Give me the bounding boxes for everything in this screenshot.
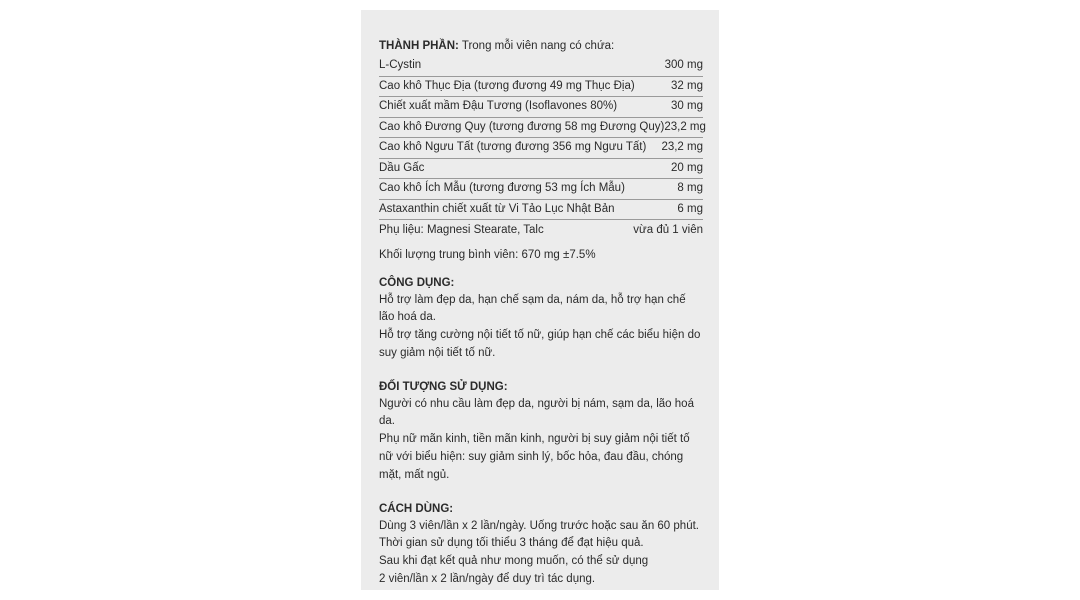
uses-line: Hỗ trợ làm đẹp da, hạn chế sạm da, nám da, hỗ trợ hạn chế lão hoá da. (379, 293, 686, 324)
spacer (379, 363, 703, 379)
product-label (361, 10, 719, 590)
composition-heading (379, 38, 703, 54)
uses-line: Hỗ trợ tăng cường nội tiết tố nữ, giúp hạn chế các biểu hiện do suy giảm nội tiết tố nữ. (379, 329, 701, 359)
ingredient-amount: 20 mg (671, 161, 703, 174)
target-users-line: Người có nhu cầu làm đẹp da, người bị nám, sạm da, lão hoá da. (379, 397, 694, 428)
target-users-line: Phụ nữ mãn kinh, tiền mãn kinh, người bị suy giảm nội tiết tố nữ với biểu hiện: suy giảm sinh lý, bốc hỏa, đau đầu, chóng mặt, mất ngủ. (379, 433, 690, 481)
directions-line: Sau khi đạt kết quả như mong muốn, có thể sử dụng (379, 555, 649, 568)
ingredient-amount: vừa đủ 1 viên (633, 224, 703, 236)
directions-line: Thời gian sử dụng tối thiểu 3 tháng để đạt hiệu quả. (379, 537, 644, 550)
ingredients-table (379, 56, 706, 241)
directions-section (379, 501, 703, 589)
ingredient-name: Cao khô Ích Mẫu (tương đương 53 mg Ích Mẫu) (379, 182, 625, 194)
ingredient-name: Chiết xuất mầm Đậu Tương (Isoflavones 80%) (379, 100, 618, 112)
ingredient-name: Phụ liệu: Magnesi Stearate, Talc (379, 224, 544, 236)
ingredient-amount: 23,2 mg (664, 120, 706, 133)
ingredient-row (379, 56, 703, 77)
excipient-row (379, 220, 703, 241)
directions-line: 2 viên/lần x 2 lần/ngày để duy trì tác dụng. (379, 573, 596, 586)
directions-line: Dùng 3 viên/lần x 2 lần/ngày. Uống trước hoặc sau ăn 60 phút. (379, 519, 699, 532)
ingredient-row (379, 97, 703, 118)
composition-title: THÀNH PHẦN: (379, 40, 459, 52)
ingredient-row (379, 138, 703, 159)
ingredient-name: Cao khô Ngưu Tất (tương đương 356 mg Ngưu Tất) (379, 141, 647, 153)
average-weight: Khối lượng trung bình viên: 670 mg ±7.5% (379, 248, 596, 261)
ingredient-name: L-Cystin (379, 59, 422, 71)
ingredient-amount: 32 mg (671, 79, 703, 92)
ingredient-amount: 300 mg (664, 59, 703, 71)
composition-intro: Trong mỗi viên nang có chứa: (461, 40, 615, 52)
target-users-section (379, 379, 703, 485)
ingredient-amount: 23,2 mg (661, 141, 703, 153)
directions-title: CÁCH DÙNG: (379, 502, 454, 515)
ingredient-name: Astaxanthin chiết xuất từ Vi Tảo Lục Nhật Bản (379, 202, 615, 215)
spacer (379, 485, 703, 501)
ingredient-row (379, 179, 703, 200)
ingredient-name: Cao khô Thục Địa (tương đương 49 mg Thục Địa) (379, 79, 635, 92)
ingredient-amount: 6 mg (677, 202, 703, 215)
ingredient-amount: 30 mg (671, 100, 703, 112)
ingredient-amount: 8 mg (677, 182, 703, 194)
ingredient-name: Cao khô Đương Quy (tương đương 58 mg Đương Quy) (379, 120, 665, 133)
ingredient-row (379, 77, 703, 98)
target-users-title: ĐỐI TƯỢNG SỬ DỤNG: (379, 380, 508, 393)
uses-title: CÔNG DỤNG: (379, 276, 455, 289)
ingredient-row (379, 159, 703, 180)
ingredient-row (379, 200, 703, 221)
uses-section (379, 275, 703, 363)
ingredient-row (379, 118, 706, 139)
ingredient-name: Dầu Gấc (379, 161, 425, 174)
